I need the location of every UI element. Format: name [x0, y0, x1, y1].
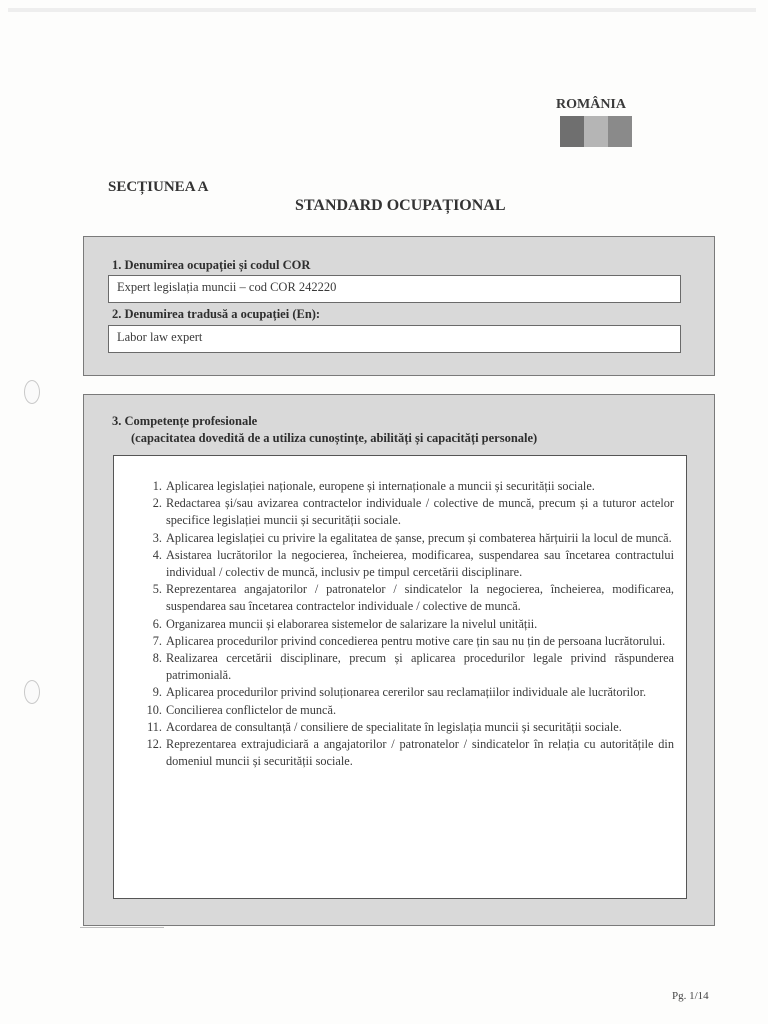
list-item [138, 478, 674, 495]
competences-list [138, 478, 674, 770]
item-text: Asistarea lucrătorilor la negocierea, încheierea, modificarea, suspendarea sau încetarea contractului individual / colectiv de muncă, inclusiv pe timpul cercetării disciplinare. [166, 547, 674, 580]
list-item [138, 633, 674, 650]
flag-stripe-3 [608, 116, 632, 147]
list-item [138, 702, 674, 719]
item-number: 2. [152, 496, 162, 511]
occupation-name-field: Expert legislația muncii – cod COR 242220 [108, 275, 681, 303]
competences-heading [112, 413, 537, 447]
divider [80, 927, 164, 928]
list-item [138, 736, 674, 770]
item-text: Acordarea de consultanță / consiliere de specialitate în legislația muncii și securității sociale. [166, 719, 622, 734]
item-text: Redactarea și/sau avizarea contractelor individuale / colective de muncă, precum și a tuturor actelor specifice legislației muncii și securității sociale. [166, 496, 674, 528]
list-item [138, 616, 674, 633]
item-text: Reprezentarea extrajudiciară a angajatorilor / patronatelor / sindicatelor în relația cu autoritățile din domeniul muncii și securității sociale. [166, 737, 674, 769]
document-title: STANDARD OCUPAȚIONAL [295, 197, 506, 214]
list-item [138, 719, 674, 736]
item-number: 3. [152, 530, 162, 545]
item-text: Realizarea cercetării disciplinare, precum și aplicarea procedurilor legale privind răspunderea patrimonială. [166, 651, 674, 683]
list-item [138, 684, 674, 701]
competences-list-box [113, 455, 687, 899]
page-number: Pg. 1/14 [672, 990, 709, 1002]
item-number: 6. [152, 616, 162, 631]
flag-stripe-2 [584, 116, 608, 147]
item-text: Concilierea conflictelor de muncă. [166, 702, 337, 717]
list-item [138, 495, 674, 529]
occupation-name-label: 1. Denumirea ocupației și codul COR [112, 258, 311, 272]
item-number: 9. [152, 685, 162, 700]
item-number: 12. [146, 737, 162, 752]
flag-icon [560, 116, 632, 147]
item-text: Organizarea muncii și elaborarea sistemelor de salarizare la nivelul unității. [166, 616, 538, 631]
list-item [138, 581, 674, 615]
competences-subtitle: (capacitatea dovedită de a utiliza cunoștințe, abilități și capacități personale) [131, 431, 538, 445]
item-text: Reprezentarea angajatorilor / patronatelor / sindicatelor la negocierea, încheierea, modificarea, suspendarea sau încetarea contractelor individuale / colective de muncă. [166, 582, 674, 614]
item-text: Aplicarea legislației cu privire la egalitatea de șanse, precum și combaterea hărțuirii la locul de muncă. [166, 530, 672, 545]
item-number: 7. [152, 633, 162, 648]
list-item [138, 650, 674, 684]
section-label: SECȚIUNEA A [108, 179, 209, 195]
occupation-panel [83, 236, 715, 376]
list-item [138, 530, 674, 547]
translated-name-label: 2. Denumirea tradusă a ocupației (En): [112, 307, 321, 321]
competences-panel [83, 394, 715, 926]
flag-stripe-1 [560, 116, 584, 147]
item-number: 4. [152, 547, 162, 562]
list-item [138, 547, 674, 581]
scan-edge [8, 8, 756, 12]
item-number: 8. [152, 651, 162, 666]
country-label: ROMÂNIA [556, 97, 626, 112]
item-text: Aplicarea legislației naționale, europene și internaționale a muncii și securității sociale. [166, 479, 595, 493]
item-number: 10. [146, 702, 162, 717]
item-number: 1. [152, 479, 162, 493]
punch-hole-icon [24, 380, 40, 404]
translated-name-field: Labor law expert [108, 325, 681, 353]
item-text: Aplicarea procedurilor privind concedierea pentru motive care țin sau nu țin de persoana lucrătorului. [166, 633, 666, 648]
item-number: 5. [152, 582, 162, 597]
item-number: 11. [147, 719, 162, 734]
competences-title: 3. Competențe profesionale [112, 414, 258, 428]
item-text: Aplicarea procedurilor privind soluționarea cererilor sau reclamațiilor individuale ale lucrătorilor. [166, 685, 647, 700]
punch-hole-icon [24, 680, 40, 704]
